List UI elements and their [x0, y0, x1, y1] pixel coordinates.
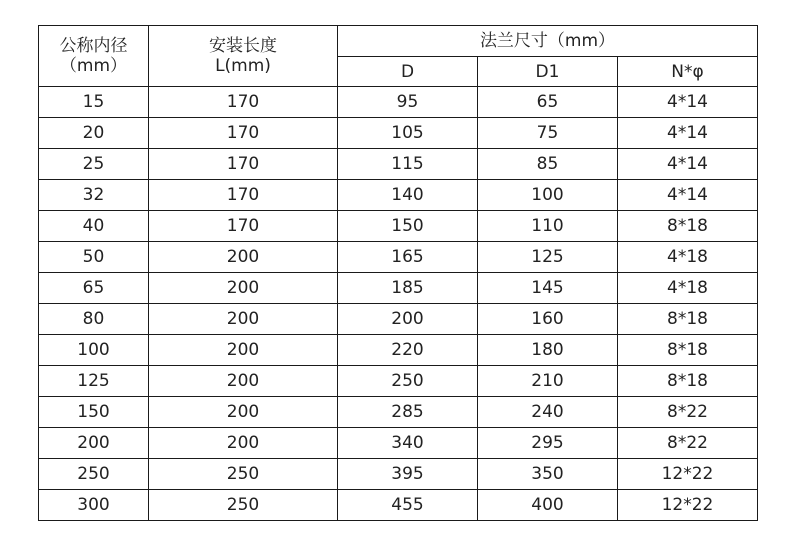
table-row — [39, 273, 758, 304]
cell-flange-bolts: 8*18 — [618, 304, 758, 335]
cell-install-length: 200 — [149, 242, 338, 273]
header-nominal-diameter — [39, 26, 149, 87]
header-install-length — [149, 26, 338, 87]
cell-flange-d: 250 — [338, 366, 478, 397]
cell-nominal-diameter: 25 — [39, 149, 149, 180]
header-nominal-diameter-line2: （mm） — [59, 56, 128, 76]
cell-install-length: 170 — [149, 211, 338, 242]
table-body — [39, 87, 758, 521]
cell-flange-d1: 100 — [478, 180, 618, 211]
cell-install-length: 170 — [149, 87, 338, 118]
cell-flange-d: 455 — [338, 490, 478, 521]
cell-flange-bolts: 8*18 — [618, 335, 758, 366]
flange-spec-table — [38, 25, 758, 521]
cell-install-length: 170 — [149, 149, 338, 180]
cell-flange-d: 395 — [338, 459, 478, 490]
cell-nominal-diameter: 250 — [39, 459, 149, 490]
cell-flange-bolts: 8*18 — [618, 366, 758, 397]
header-flange-bolts: N*φ — [618, 57, 758, 87]
table-row — [39, 87, 758, 118]
table-row — [39, 459, 758, 490]
cell-flange-d: 115 — [338, 149, 478, 180]
header-nominal-diameter-line1: 公称内径 — [59, 36, 128, 56]
table-row — [39, 242, 758, 273]
table-row — [39, 211, 758, 242]
cell-flange-d1: 295 — [478, 428, 618, 459]
cell-nominal-diameter: 50 — [39, 242, 149, 273]
cell-flange-bolts: 4*18 — [618, 242, 758, 273]
cell-flange-d: 185 — [338, 273, 478, 304]
table-row — [39, 118, 758, 149]
header-flange-size: 法兰尺寸（mm） — [338, 26, 758, 57]
header-install-length-line1: 安装长度 — [209, 36, 277, 56]
header-install-length-line2: L(mm) — [215, 56, 271, 76]
cell-flange-bolts: 12*22 — [618, 490, 758, 521]
table-row — [39, 180, 758, 211]
cell-flange-d: 220 — [338, 335, 478, 366]
cell-nominal-diameter: 15 — [39, 87, 149, 118]
header-flange-d: D — [338, 57, 478, 87]
table-row — [39, 428, 758, 459]
cell-flange-bolts: 4*14 — [618, 87, 758, 118]
table-row — [39, 149, 758, 180]
cell-flange-bolts: 4*14 — [618, 180, 758, 211]
cell-nominal-diameter: 80 — [39, 304, 149, 335]
cell-flange-bolts: 4*18 — [618, 273, 758, 304]
cell-flange-bolts: 12*22 — [618, 459, 758, 490]
cell-flange-d: 340 — [338, 428, 478, 459]
cell-flange-d1: 210 — [478, 366, 618, 397]
cell-flange-d: 200 — [338, 304, 478, 335]
header-flange-d1: D1 — [478, 57, 618, 87]
cell-flange-bolts: 8*18 — [618, 211, 758, 242]
cell-flange-bolts: 8*22 — [618, 397, 758, 428]
cell-install-length: 200 — [149, 366, 338, 397]
cell-flange-d: 150 — [338, 211, 478, 242]
cell-nominal-diameter: 300 — [39, 490, 149, 521]
table-row — [39, 304, 758, 335]
cell-flange-d: 105 — [338, 118, 478, 149]
cell-flange-d1: 350 — [478, 459, 618, 490]
cell-flange-bolts: 4*14 — [618, 118, 758, 149]
cell-nominal-diameter: 20 — [39, 118, 149, 149]
cell-flange-d: 140 — [338, 180, 478, 211]
cell-install-length: 170 — [149, 118, 338, 149]
cell-nominal-diameter: 40 — [39, 211, 149, 242]
cell-flange-bolts: 4*14 — [618, 149, 758, 180]
cell-flange-d: 165 — [338, 242, 478, 273]
cell-flange-d1: 125 — [478, 242, 618, 273]
cell-flange-d1: 180 — [478, 335, 618, 366]
cell-nominal-diameter: 125 — [39, 366, 149, 397]
cell-install-length: 200 — [149, 397, 338, 428]
table-row — [39, 490, 758, 521]
cell-flange-bolts: 8*22 — [618, 428, 758, 459]
cell-nominal-diameter: 100 — [39, 335, 149, 366]
cell-flange-d1: 145 — [478, 273, 618, 304]
cell-nominal-diameter: 150 — [39, 397, 149, 428]
cell-install-length: 200 — [149, 273, 338, 304]
cell-nominal-diameter: 200 — [39, 428, 149, 459]
cell-flange-d1: 110 — [478, 211, 618, 242]
cell-install-length: 200 — [149, 428, 338, 459]
cell-flange-d1: 75 — [478, 118, 618, 149]
cell-install-length: 250 — [149, 459, 338, 490]
header-row-top — [39, 26, 758, 57]
table-header — [39, 26, 758, 87]
cell-flange-d1: 400 — [478, 490, 618, 521]
table-row — [39, 335, 758, 366]
table-row — [39, 366, 758, 397]
cell-flange-d1: 240 — [478, 397, 618, 428]
cell-flange-d: 95 — [338, 87, 478, 118]
cell-nominal-diameter: 32 — [39, 180, 149, 211]
cell-nominal-diameter: 65 — [39, 273, 149, 304]
cell-flange-d: 285 — [338, 397, 478, 428]
cell-install-length: 200 — [149, 304, 338, 335]
cell-install-length: 200 — [149, 335, 338, 366]
cell-flange-d1: 160 — [478, 304, 618, 335]
cell-install-length: 250 — [149, 490, 338, 521]
cell-install-length: 170 — [149, 180, 338, 211]
cell-flange-d1: 65 — [478, 87, 618, 118]
cell-flange-d1: 85 — [478, 149, 618, 180]
table-row — [39, 397, 758, 428]
